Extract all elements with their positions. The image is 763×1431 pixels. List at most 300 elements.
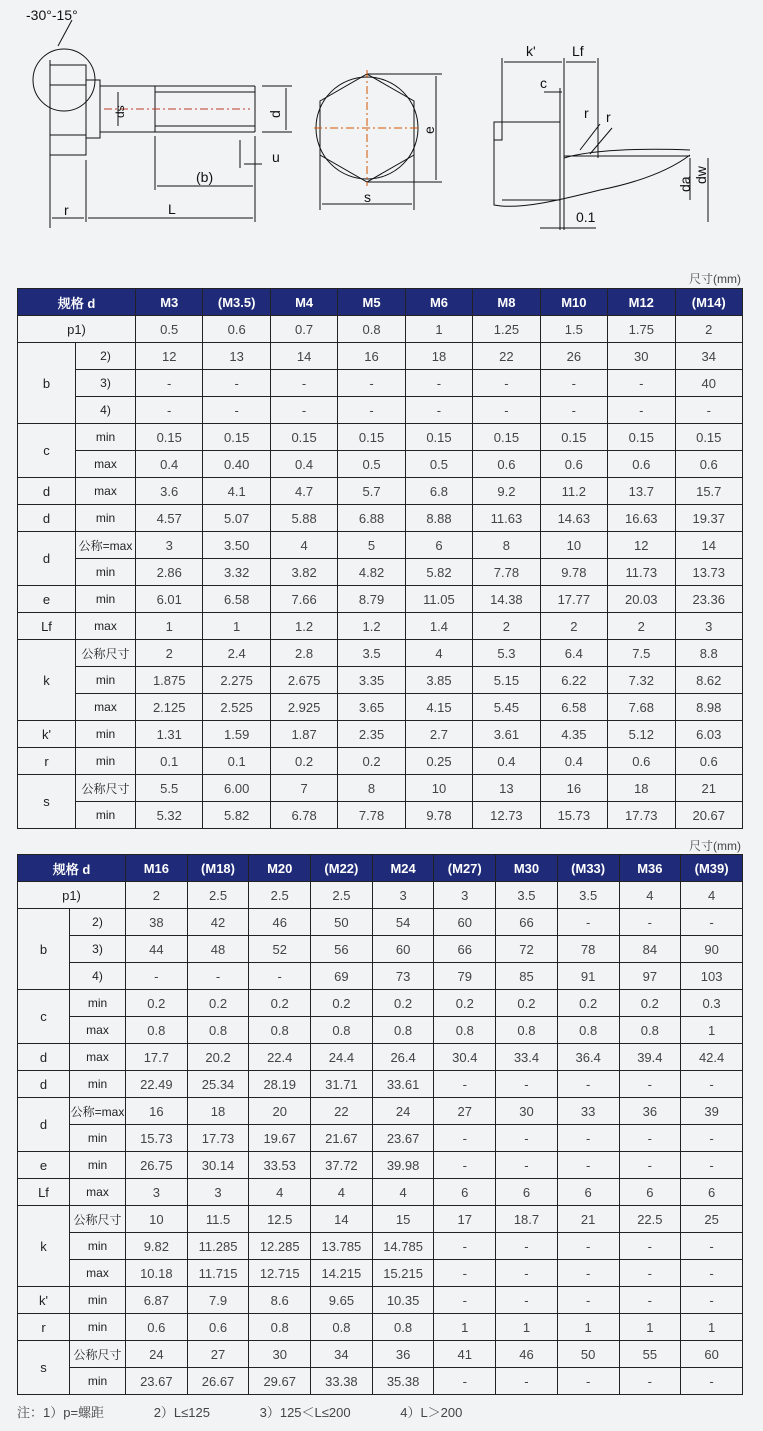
table-cell: 2.7	[405, 721, 472, 748]
table-cell: 0.2	[270, 748, 337, 775]
table-cell: 0.6	[126, 1314, 188, 1341]
table-cell: 2.4	[203, 640, 270, 667]
table-row	[18, 1179, 743, 1206]
table-cell: 8.79	[338, 586, 405, 613]
group-label: b	[18, 343, 76, 424]
table-cell: 5.88	[270, 505, 337, 532]
table-cell: -	[270, 397, 337, 424]
sub-label: max	[70, 1260, 126, 1287]
table-row	[18, 505, 743, 532]
table-cell: 0.8	[372, 1017, 434, 1044]
table-cell: 11.285	[187, 1233, 249, 1260]
table-cell: 0.15	[405, 424, 472, 451]
size-header: (M14)	[675, 289, 743, 316]
table-cell: 18.7	[496, 1206, 558, 1233]
table-cell: 0.4	[540, 748, 607, 775]
table-cell: 1.4	[405, 613, 472, 640]
table-cell: -	[619, 1125, 681, 1152]
table-cell: 13.7	[608, 478, 675, 505]
table-cell: -	[126, 963, 188, 990]
sub-label: 公称=max	[76, 532, 136, 559]
sub-label: 2)	[76, 343, 136, 370]
table-cell: 18	[187, 1098, 249, 1125]
table-cell: 0.8	[496, 1017, 558, 1044]
size-header: (M39)	[681, 855, 743, 882]
table-cell: 103	[681, 963, 743, 990]
table-cell: 17.73	[608, 802, 675, 829]
table-cell: 3	[187, 1179, 249, 1206]
table-cell: 4.82	[338, 559, 405, 586]
table-cell: 0.1	[203, 748, 270, 775]
table-cell: 10.18	[126, 1260, 188, 1287]
sub-label: 公称尺寸	[76, 640, 136, 667]
table-cell: 16	[540, 775, 607, 802]
table-cell: 26.4	[372, 1044, 434, 1071]
table-cell: 0.8	[338, 316, 405, 343]
table-cell: 66	[434, 936, 496, 963]
label-s: s	[364, 189, 371, 205]
size-header: (M18)	[187, 855, 249, 882]
table-cell: -	[405, 370, 472, 397]
table-cell: 8.6	[249, 1287, 311, 1314]
table-cell: -	[434, 1125, 496, 1152]
table-cell: 97	[619, 963, 681, 990]
table-cell: 3.50	[203, 532, 270, 559]
table-cell: 22	[311, 1098, 373, 1125]
table-row	[18, 1287, 743, 1314]
table-cell: 0.1	[136, 748, 203, 775]
table-cell: 5.3	[473, 640, 540, 667]
table-cell: 3.5	[338, 640, 405, 667]
table-cell: 6.4	[540, 640, 607, 667]
table-cell: 22.5	[619, 1206, 681, 1233]
sub-label: min	[76, 559, 136, 586]
table-cell: 5.12	[608, 721, 675, 748]
table-cell: 3.5	[496, 882, 558, 909]
table-cell: 0.2	[311, 990, 373, 1017]
label-e: e	[421, 126, 437, 134]
table-cell: 0.6	[608, 451, 675, 478]
sub-label: max	[76, 451, 136, 478]
table-cell: 0.8	[434, 1017, 496, 1044]
table-row	[18, 1071, 743, 1098]
table-cell: 0.8	[126, 1017, 188, 1044]
table-cell: 6.58	[203, 586, 270, 613]
table-cell: 41	[434, 1341, 496, 1368]
table-cell: 30	[249, 1341, 311, 1368]
table-cell: -	[434, 1152, 496, 1179]
table-cell: 2	[126, 882, 188, 909]
table-cell: 1	[405, 316, 472, 343]
group-label: k'	[18, 1287, 70, 1314]
size-header: M10	[540, 289, 607, 316]
table-cell: 4	[372, 1179, 434, 1206]
size-header: (M3.5)	[203, 289, 270, 316]
table-header-row	[18, 289, 743, 316]
table-cell: -	[681, 1287, 743, 1314]
table-cell: 6.22	[540, 667, 607, 694]
size-header: M24	[372, 855, 434, 882]
table-cell: 1.25	[473, 316, 540, 343]
label-u: u	[272, 149, 280, 165]
table-cell: 0.2	[372, 990, 434, 1017]
table-cell: -	[608, 370, 675, 397]
table-cell: -	[434, 1368, 496, 1395]
footnotes	[17, 1402, 508, 1421]
table-row	[18, 1098, 743, 1125]
label-r2: r	[606, 109, 611, 125]
table-row	[18, 478, 743, 505]
table-cell: 11.2	[540, 478, 607, 505]
table-cell: 0.8	[249, 1017, 311, 1044]
table-row	[18, 451, 743, 478]
table-cell: 14	[270, 343, 337, 370]
table-cell: 0.2	[496, 990, 558, 1017]
table-cell: 23.67	[372, 1125, 434, 1152]
table-cell: -	[681, 1233, 743, 1260]
table-cell: 0.3	[681, 990, 743, 1017]
table-cell: 0.2	[619, 990, 681, 1017]
table-cell: 6.87	[126, 1287, 188, 1314]
sub-label: 公称=max	[70, 1098, 126, 1125]
table-cell: -	[540, 370, 607, 397]
table-cell: 15.7	[675, 478, 743, 505]
table-cell: 2	[675, 316, 743, 343]
table-cell: 4	[311, 1179, 373, 1206]
table-cell: 12.73	[473, 802, 540, 829]
table-cell: -	[619, 1233, 681, 1260]
table-cell: -	[557, 1125, 619, 1152]
table-cell: 34	[311, 1341, 373, 1368]
table-cell: -	[136, 397, 203, 424]
table-cell: 6.01	[136, 586, 203, 613]
group-label: d	[18, 1044, 70, 1071]
table-cell: -	[619, 1071, 681, 1098]
group-label: e	[18, 586, 76, 613]
table-cell: 5.5	[136, 775, 203, 802]
table-cell: 0.8	[372, 1314, 434, 1341]
table-cell: 6.88	[338, 505, 405, 532]
table-cell: 16.63	[608, 505, 675, 532]
table-cell: 8	[338, 775, 405, 802]
size-header: M4	[270, 289, 337, 316]
table-cell: 4.1	[203, 478, 270, 505]
sub-label: max	[70, 1044, 126, 1071]
sub-label: 3)	[76, 370, 136, 397]
table-cell: 52	[249, 936, 311, 963]
table-cell: 30	[608, 343, 675, 370]
table-cell: 27	[434, 1098, 496, 1125]
table-cell: -	[557, 909, 619, 936]
table-row	[18, 963, 743, 990]
bolt-technical-drawing	[0, 0, 763, 250]
table-cell: 9.65	[311, 1287, 373, 1314]
table-row	[18, 775, 743, 802]
table-cell: 18	[405, 343, 472, 370]
size-header: (M22)	[311, 855, 373, 882]
table-cell: 50	[311, 909, 373, 936]
table-cell: 46	[496, 1341, 558, 1368]
table-row	[18, 397, 743, 424]
table-cell: 2	[473, 613, 540, 640]
label-dw: dw	[693, 166, 709, 184]
table-cell: 4.15	[405, 694, 472, 721]
table-cell: -	[619, 1368, 681, 1395]
group-label: r	[18, 1314, 70, 1341]
sub-label: 4)	[70, 963, 126, 990]
table-row	[18, 532, 743, 559]
table-row	[18, 640, 743, 667]
table-cell: 7.32	[608, 667, 675, 694]
table-cell: 33.53	[249, 1152, 311, 1179]
table-cell: 33.4	[496, 1044, 558, 1071]
table-cell: 14.38	[473, 586, 540, 613]
table-cell: 3.85	[405, 667, 472, 694]
size-header: (M33)	[557, 855, 619, 882]
table-cell: 72	[496, 936, 558, 963]
table-cell: 14.63	[540, 505, 607, 532]
sub-label: max	[76, 613, 136, 640]
table-cell: 8.98	[675, 694, 743, 721]
table-cell: 2	[540, 613, 607, 640]
table-cell: 15.215	[372, 1260, 434, 1287]
table-cell: 6.58	[540, 694, 607, 721]
table-cell: 26	[540, 343, 607, 370]
table-cell: 25	[681, 1206, 743, 1233]
table-cell: 36	[372, 1341, 434, 1368]
note-1: 注：1）p=螺距	[17, 1405, 105, 1420]
table-cell: 15.73	[540, 802, 607, 829]
table-cell: 0.6	[608, 748, 675, 775]
table-cell: 1.87	[270, 721, 337, 748]
table-cell: 0.6	[473, 451, 540, 478]
table-cell: 46	[249, 909, 311, 936]
table-row	[18, 694, 743, 721]
group-label: d	[18, 1098, 70, 1152]
table-cell: 33.38	[311, 1368, 373, 1395]
table-row	[18, 424, 743, 451]
table-cell: 6.00	[203, 775, 270, 802]
table-cell: 3	[126, 1179, 188, 1206]
table-cell: -	[681, 1071, 743, 1098]
table-cell: 12	[608, 532, 675, 559]
sub-label: min	[76, 667, 136, 694]
size-header: M16	[126, 855, 188, 882]
label-da: da	[677, 176, 693, 192]
group-label: d	[18, 1071, 70, 1098]
table-cell: 2	[608, 613, 675, 640]
table-cell: 12	[136, 343, 203, 370]
table-cell: 0.6	[675, 451, 743, 478]
table-row	[18, 1152, 743, 1179]
table-cell: 14	[311, 1206, 373, 1233]
table-cell: 5.32	[136, 802, 203, 829]
label-b: (b)	[196, 169, 214, 185]
table-cell: 12.5	[249, 1206, 311, 1233]
table-cell: 4	[249, 1179, 311, 1206]
table-row	[18, 370, 743, 397]
table-cell: -	[681, 909, 743, 936]
table-cell: 6.8	[405, 478, 472, 505]
table-cell: 21.67	[311, 1125, 373, 1152]
table-row	[18, 1044, 743, 1071]
table-cell: 60	[681, 1341, 743, 1368]
sub-label: min	[70, 1314, 126, 1341]
table-cell: 14.785	[372, 1233, 434, 1260]
table-cell: 24.4	[311, 1044, 373, 1071]
table-cell: 3.61	[473, 721, 540, 748]
table-cell: 14.215	[311, 1260, 373, 1287]
table-cell: -	[681, 1125, 743, 1152]
table-cell: 5	[338, 532, 405, 559]
table-cell: -	[496, 1125, 558, 1152]
table-cell: 6	[557, 1179, 619, 1206]
table-cell: 6	[619, 1179, 681, 1206]
table-cell: 0.2	[557, 990, 619, 1017]
table-row	[18, 613, 743, 640]
table-cell: 20.2	[187, 1044, 249, 1071]
table-cell: 39.4	[619, 1044, 681, 1071]
table-cell: 85	[496, 963, 558, 990]
table-cell: 4.7	[270, 478, 337, 505]
table-cell: 7.9	[187, 1287, 249, 1314]
table-cell: 0.40	[203, 451, 270, 478]
table-cell: 30.14	[187, 1152, 249, 1179]
table-cell: -	[608, 397, 675, 424]
table-cell: 1.31	[136, 721, 203, 748]
table-cell: -	[557, 1233, 619, 1260]
table-cell: 6	[496, 1179, 558, 1206]
table-cell: 4	[619, 882, 681, 909]
table-cell: 84	[619, 936, 681, 963]
table-cell: 0.15	[270, 424, 337, 451]
table-cell: -	[203, 397, 270, 424]
label-r1: r	[584, 105, 589, 121]
table-cell: 7.78	[473, 559, 540, 586]
note-3: 3）125＜L≤200	[259, 1405, 351, 1420]
note-2: 2）L≤125	[153, 1405, 210, 1420]
table-cell: 7.66	[270, 586, 337, 613]
table-cell: -	[496, 1260, 558, 1287]
group-label: k	[18, 640, 76, 721]
group-label: k'	[18, 721, 76, 748]
table-cell: 5.15	[473, 667, 540, 694]
label-c: c	[540, 75, 547, 91]
table-cell: 0.15	[608, 424, 675, 451]
table-cell: 9.2	[473, 478, 540, 505]
table-row	[18, 1017, 743, 1044]
table-cell: 0.8	[311, 1017, 373, 1044]
table-cell: 1	[203, 613, 270, 640]
table-cell: 13	[203, 343, 270, 370]
sub-label: min	[70, 1152, 126, 1179]
table-cell: 15.73	[126, 1125, 188, 1152]
table-cell: 24	[126, 1341, 188, 1368]
unit-label-2: 尺寸(mm)	[689, 839, 741, 853]
group-label: c	[18, 990, 70, 1044]
table-cell: -	[619, 1287, 681, 1314]
group-label: b	[18, 909, 70, 990]
table-cell: 0.15	[473, 424, 540, 451]
table-cell: 0.6	[540, 451, 607, 478]
table-row	[18, 1260, 743, 1287]
size-header: (M27)	[434, 855, 496, 882]
sub-label: max	[70, 1179, 126, 1206]
table-cell: 8	[473, 532, 540, 559]
table-cell: 39.98	[372, 1152, 434, 1179]
table-cell: 4	[270, 532, 337, 559]
table-cell: 2.125	[136, 694, 203, 721]
table-cell: -	[619, 1152, 681, 1179]
table-cell: 30.4	[434, 1044, 496, 1071]
table-cell: 5.7	[338, 478, 405, 505]
table-cell: 26.75	[126, 1152, 188, 1179]
table-row	[18, 936, 743, 963]
table-cell: 36	[619, 1098, 681, 1125]
group-label: Lf	[18, 1179, 70, 1206]
sub-label: 3)	[70, 936, 126, 963]
table-cell: 2.675	[270, 667, 337, 694]
table-cell: 8.62	[675, 667, 743, 694]
table-cell: 2.925	[270, 694, 337, 721]
sub-label: min	[76, 748, 136, 775]
table-cell: 33.61	[372, 1071, 434, 1098]
table-cell: 6	[405, 532, 472, 559]
table-cell: 0.5	[136, 316, 203, 343]
spec-table-m3-m14	[17, 288, 743, 829]
table-cell: 20.03	[608, 586, 675, 613]
table-cell: 0.2	[434, 990, 496, 1017]
table-cell: 78	[557, 936, 619, 963]
table-cell: 10.35	[372, 1287, 434, 1314]
table-cell: 16	[338, 343, 405, 370]
table-row	[18, 990, 743, 1017]
table-row	[18, 343, 743, 370]
table-cell: 22.4	[249, 1044, 311, 1071]
sub-label: min	[70, 1125, 126, 1152]
table-cell: 54	[372, 909, 434, 936]
table-cell: 23.67	[126, 1368, 188, 1395]
table-cell: 1.875	[136, 667, 203, 694]
table-cell: -	[496, 1071, 558, 1098]
table-cell: -	[434, 1287, 496, 1314]
table-cell: 11.5	[187, 1206, 249, 1233]
table-cell: 0.15	[338, 424, 405, 451]
table-cell: 8.88	[405, 505, 472, 532]
table-cell: 2.5	[311, 882, 373, 909]
table-cell: 17.73	[187, 1125, 249, 1152]
table-cell: 0.15	[675, 424, 743, 451]
label-d: d	[267, 110, 283, 118]
table-cell: 23.36	[675, 586, 743, 613]
table-cell: 39	[681, 1098, 743, 1125]
size-header: M12	[608, 289, 675, 316]
table-cell: -	[681, 1260, 743, 1287]
table-cell: 0.4	[270, 451, 337, 478]
table-cell: -	[619, 909, 681, 936]
table-cell: 22.49	[126, 1071, 188, 1098]
table-cell: 1.75	[608, 316, 675, 343]
table-cell: 0.6	[187, 1314, 249, 1341]
table-cell: -	[540, 397, 607, 424]
table-cell: 7	[270, 775, 337, 802]
table-cell: 0.4	[136, 451, 203, 478]
sub-label: max	[76, 478, 136, 505]
table-cell: 79	[434, 963, 496, 990]
sub-label: min	[70, 990, 126, 1017]
table-cell: 2.5	[249, 882, 311, 909]
table-cell: 14	[675, 532, 743, 559]
